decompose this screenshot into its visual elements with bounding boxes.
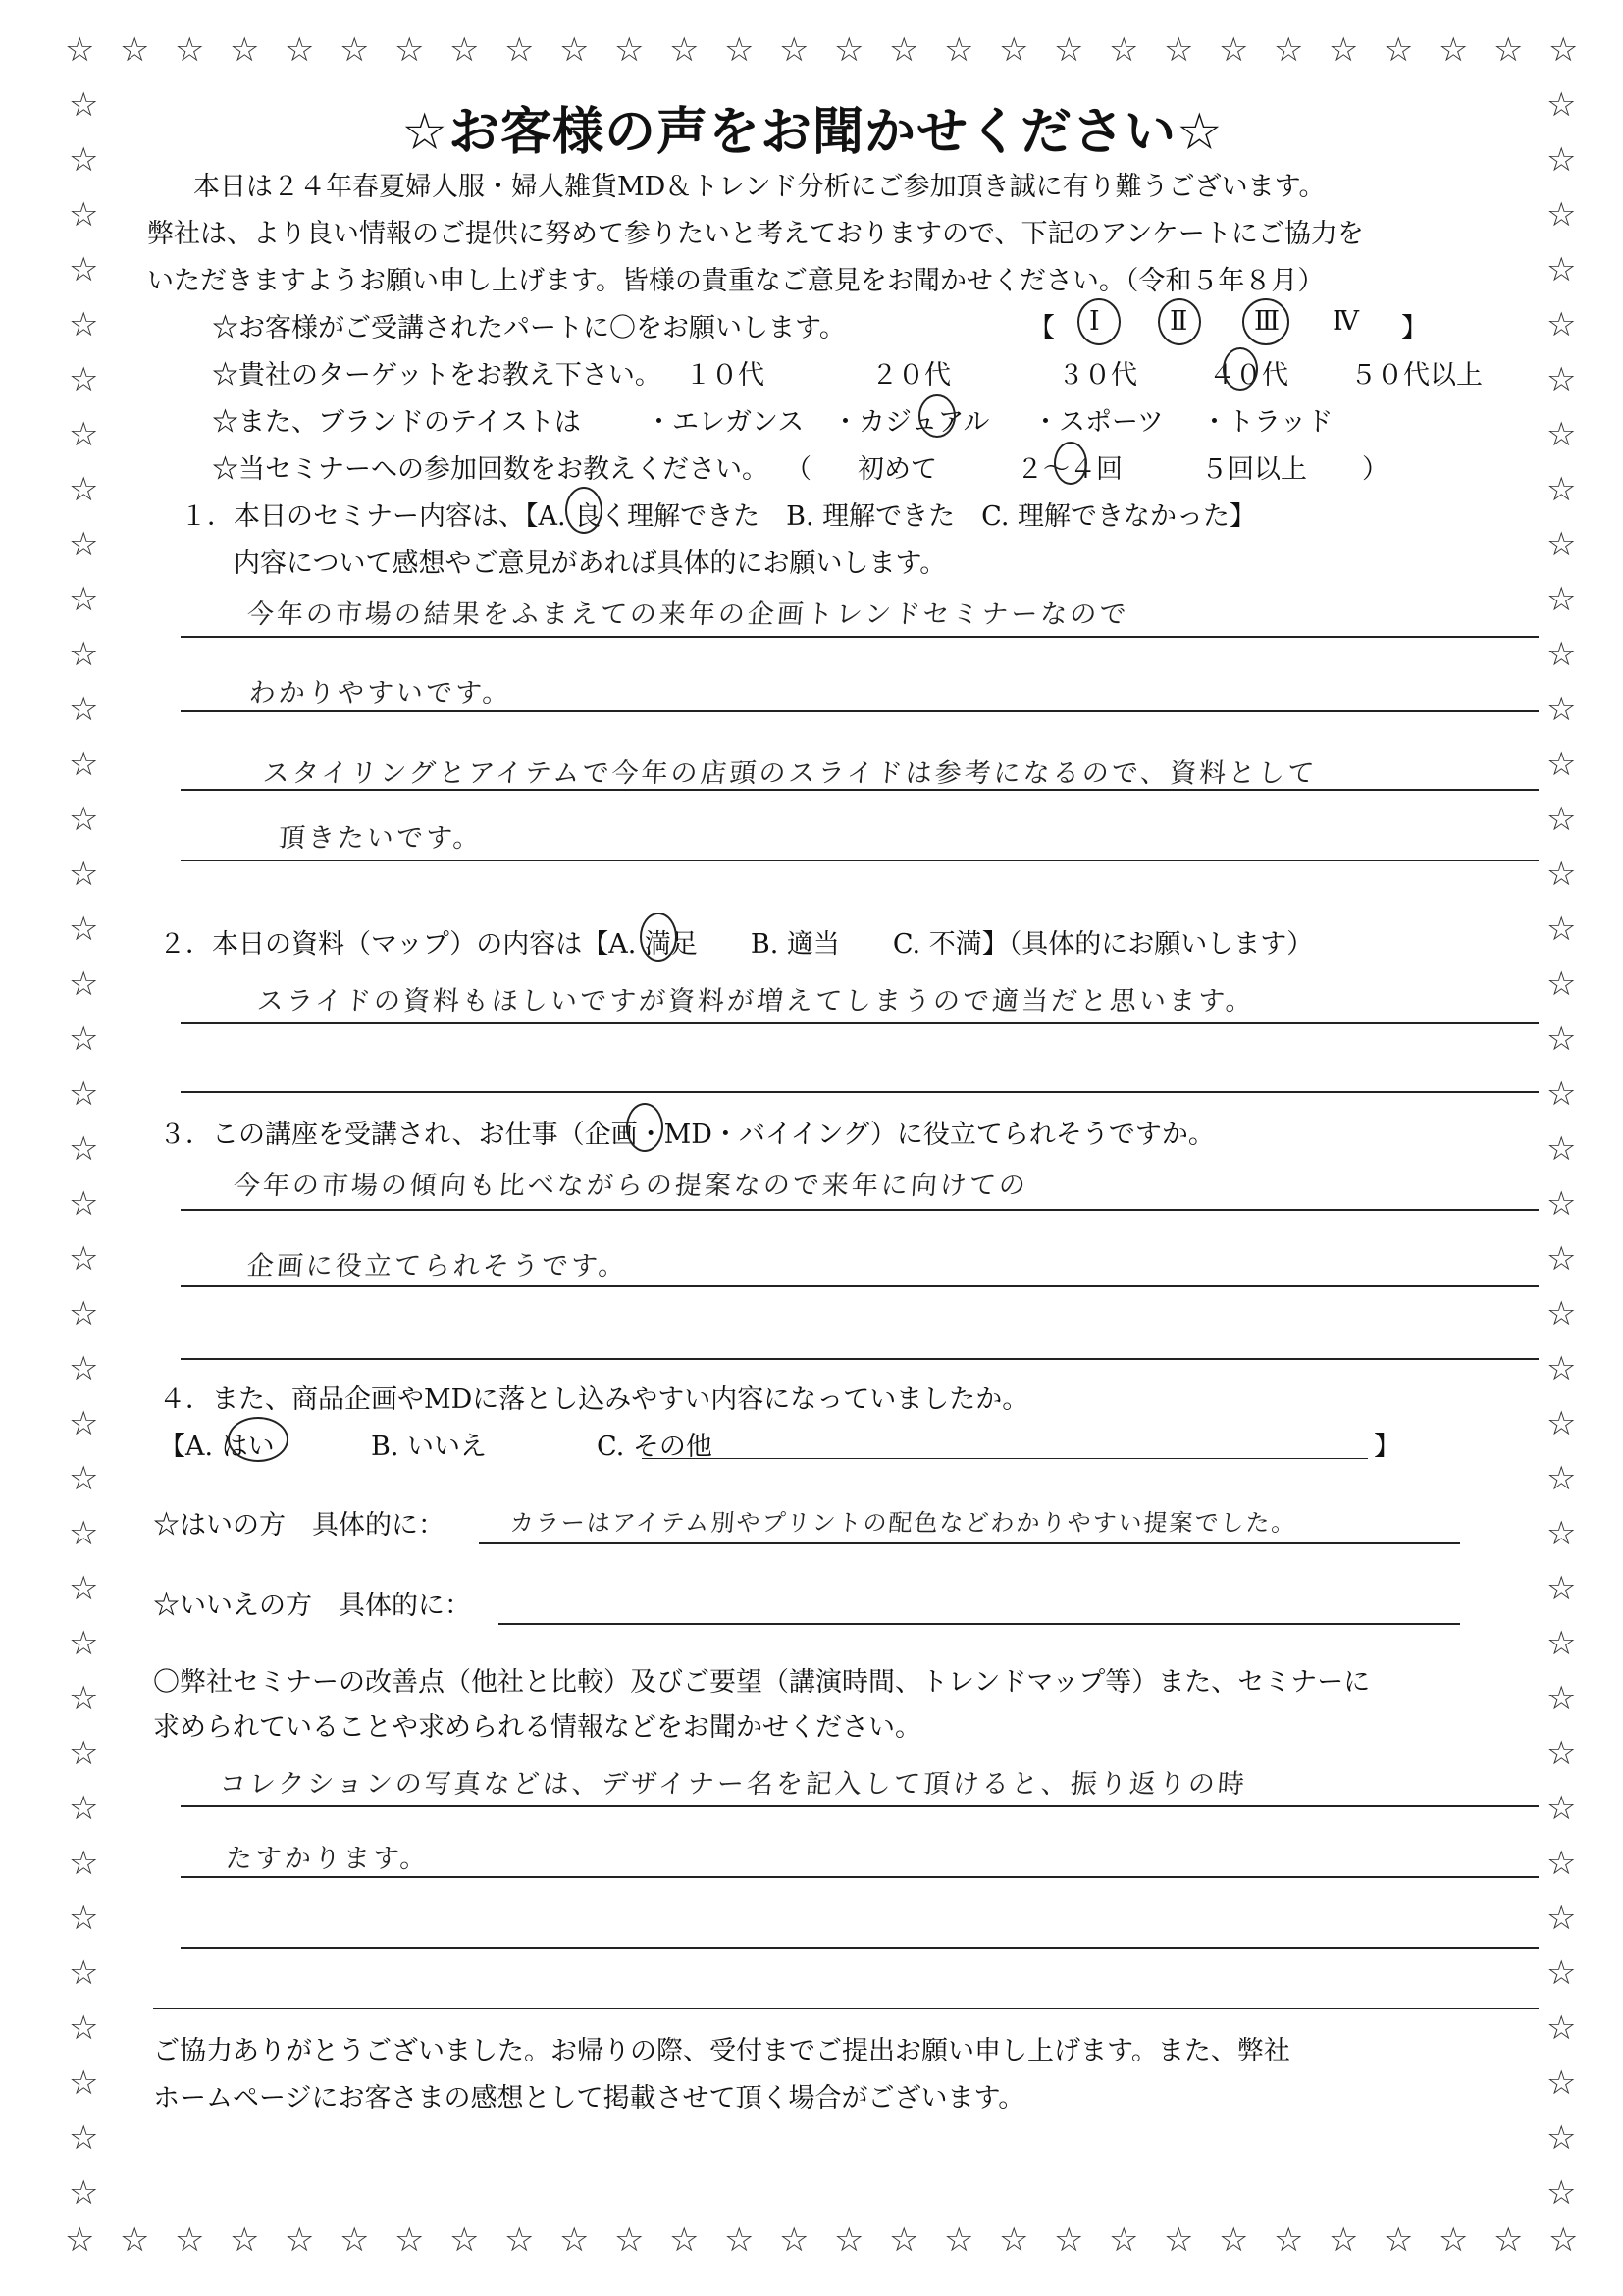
q5-answer-1: コレクションの写真などは、デザイナー名を記入して頂けると、振り返りの時 (218, 1769, 1248, 1800)
border-star-icon: ☆ (120, 2220, 150, 2260)
answer-line (181, 1209, 1539, 1211)
border-star-icon: ☆ (1546, 1624, 1577, 1663)
selection-circle (1223, 347, 1258, 391)
border-star-icon: ☆ (1274, 30, 1304, 70)
border-star-icon: ☆ (1546, 1239, 1577, 1278)
border-star-icon: ☆ (1384, 30, 1414, 70)
border-star-icon: ☆ (1546, 1294, 1577, 1333)
border-star-icon: ☆ (1546, 2173, 1577, 2213)
count-option-5plus[interactable]: ５回以上 (1201, 454, 1307, 485)
border-star-icon: ☆ (69, 1184, 99, 1224)
answer-line (479, 1542, 1460, 1544)
border-star-icon: ☆ (1546, 305, 1577, 344)
border-star-icon: ☆ (394, 2220, 425, 2260)
part-bracket-close: 】 (1401, 313, 1428, 343)
border-star-icon: ☆ (834, 30, 864, 70)
border-star-icon: ☆ (1546, 140, 1577, 180)
selection-circle (626, 1103, 663, 1152)
border-star-icon: ☆ (1546, 1679, 1577, 1718)
border-star-icon: ☆ (1546, 1459, 1577, 1498)
border-star-icon: ☆ (1219, 2220, 1249, 2260)
border-star-icon: ☆ (1546, 1844, 1577, 1883)
border-star-icon: ☆ (1493, 30, 1524, 70)
border-star-icon: ☆ (1546, 1074, 1577, 1114)
border-star-icon: ☆ (1274, 2220, 1304, 2260)
border-star-icon: ☆ (1546, 85, 1577, 125)
answer-line (181, 1022, 1539, 1024)
q4-yes-answer: カラーはアイテム別やプリントの配色などわかりやすい提案でした。 (508, 1509, 1298, 1537)
border-star-icon: ☆ (1109, 30, 1139, 70)
taste-option-trad[interactable]: ・トラッド (1201, 407, 1334, 438)
target-option-50s[interactable]: ５０代以上 (1350, 360, 1483, 391)
part-option-3[interactable]: Ⅲ (1254, 306, 1281, 337)
border-star-icon: ☆ (69, 855, 99, 894)
border-star-icon: ☆ (69, 360, 99, 399)
border-star-icon: ☆ (69, 470, 99, 509)
border-star-icon: ☆ (1546, 1514, 1577, 1553)
border-star-icon: ☆ (69, 1844, 99, 1883)
selection-circle (918, 394, 956, 438)
footer-line-2: ホームページにお客さまの感想として掲載させて頂く場合がございます。 (153, 2083, 1025, 2113)
part-bracket-open: 【 (1028, 313, 1055, 343)
taste-option-casual[interactable]: ・カジュアル (832, 407, 990, 438)
q1-answer-4: 頂きたいです。 (277, 823, 484, 854)
border-star-icon: ☆ (65, 30, 95, 70)
border-star-icon: ☆ (69, 1404, 99, 1443)
selection-circle (228, 1417, 288, 1462)
border-star-icon: ☆ (1546, 1184, 1577, 1224)
border-star-icon: ☆ (1546, 1789, 1577, 1828)
border-star-icon: ☆ (69, 2118, 99, 2158)
border-star-icon: ☆ (65, 2220, 95, 2260)
selection-circle (1054, 442, 1087, 485)
border-star-icon: ☆ (1493, 2220, 1524, 2260)
count-label: ☆当セミナーへの参加回数をお教えください。 (212, 454, 768, 485)
q5-answer-2: たすかります。 (224, 1844, 431, 1874)
answer-line (181, 1805, 1539, 1807)
border-star-icon: ☆ (1546, 1019, 1577, 1059)
border-star-icon: ☆ (1548, 30, 1579, 70)
border-star-icon: ☆ (944, 2220, 974, 2260)
border-star-icon: ☆ (614, 30, 645, 70)
answer-line (498, 1623, 1460, 1625)
border-star-icon: ☆ (1546, 525, 1577, 564)
intro-line-2: 弊社は、より良い情報のご提供に努めて参りたいと考えておりますので、下記のアンケートにご協力を (147, 219, 1364, 249)
part-option-2[interactable]: Ⅱ (1170, 306, 1188, 337)
border-star-icon: ☆ (1546, 1734, 1577, 1773)
border-star-icon: ☆ (559, 2220, 590, 2260)
other-line (642, 1458, 1368, 1459)
border-star-icon: ☆ (1219, 30, 1249, 70)
border-star-icon: ☆ (69, 85, 99, 125)
border-star-icon: ☆ (69, 415, 99, 454)
border-star-icon: ☆ (1439, 30, 1469, 70)
border-star-icon: ☆ (1546, 415, 1577, 454)
border-star-icon: ☆ (1546, 910, 1577, 949)
border-star-icon: ☆ (69, 1459, 99, 1498)
target-label: ☆貴社のターゲットをお教え下さい。 (212, 360, 661, 391)
border-star-icon: ☆ (1546, 1349, 1577, 1388)
q4-option-yes[interactable]: 【A. はい (159, 1432, 275, 1462)
border-star-icon: ☆ (69, 1019, 99, 1059)
border-star-icon: ☆ (69, 580, 99, 619)
intro-line-3: いただきますようお願い申し上げます。皆様の貴重なご意見をお聞かせください。（令和５年８月） (147, 266, 1325, 296)
border-star-icon: ☆ (69, 910, 99, 949)
border-star-icon: ☆ (1546, 1129, 1577, 1169)
border-star-icon: ☆ (69, 1954, 99, 1993)
border-star-icon: ☆ (1439, 2220, 1469, 2260)
part-option-1[interactable]: Ⅰ (1089, 306, 1100, 337)
q1-answer-3: スタイリングとアイテムで今年の店頭のスライドは参考になるので、資料として (261, 758, 1319, 789)
border-star-icon: ☆ (120, 30, 150, 70)
border-star-icon: ☆ (1546, 2063, 1577, 2103)
count-paren-close: ） (1362, 454, 1388, 485)
border-star-icon: ☆ (889, 2220, 919, 2260)
q2-answer-1: スライドの資料もほしいですが資料が増えてしまうので適当だと思います。 (255, 986, 1256, 1017)
border-star-icon: ☆ (779, 2220, 810, 2260)
border-star-icon: ☆ (1546, 470, 1577, 509)
border-star-icon: ☆ (669, 2220, 700, 2260)
border-star-icon: ☆ (394, 30, 425, 70)
answer-line (181, 636, 1539, 638)
border-star-icon: ☆ (175, 30, 205, 70)
border-star-icon: ☆ (69, 250, 99, 289)
border-star-icon: ☆ (1546, 195, 1577, 235)
border-star-icon: ☆ (1546, 1404, 1577, 1443)
count-paren-open: （ (785, 454, 812, 485)
border-star-icon: ☆ (69, 195, 99, 235)
border-star-icon: ☆ (69, 140, 99, 180)
border-star-icon: ☆ (69, 965, 99, 1004)
border-star-icon: ☆ (889, 30, 919, 70)
border-star-icon: ☆ (1548, 2220, 1579, 2260)
border-star-icon: ☆ (69, 800, 99, 839)
q1-sub: 内容について感想やご意見があれば具体的にお願いします。 (234, 548, 947, 579)
q4-yes-label: ☆はいの方 具体的に： (153, 1510, 445, 1540)
border-star-icon: ☆ (1329, 30, 1359, 70)
border-star-icon: ☆ (1546, 745, 1577, 784)
selection-circle (1158, 298, 1201, 345)
part-label: ☆お客様がご受講されたパートに〇をお願いします。 (212, 313, 846, 343)
q3-answer-2: 企画に役立てられそうです。 (245, 1251, 629, 1281)
border-star-icon: ☆ (69, 525, 99, 564)
q4-no-label: ☆いいえの方 具体的に： (153, 1591, 471, 1621)
border-star-icon: ☆ (69, 1734, 99, 1773)
border-star-icon: ☆ (69, 1294, 99, 1333)
border-star-icon: ☆ (504, 30, 535, 70)
border-star-icon: ☆ (69, 1349, 99, 1388)
q1-answer-1: 今年の市場の結果をふまえての来年の企画トレンドセミナーなので (245, 600, 1130, 630)
border-star-icon: ☆ (340, 2220, 370, 2260)
page-title: ☆お客様の声をお聞かせください☆ (401, 103, 1224, 162)
q4-option-other[interactable]: C. その他 (597, 1432, 712, 1462)
border-star-icon: ☆ (1546, 1954, 1577, 1993)
border-star-icon: ☆ (669, 30, 700, 70)
intro-line-1: 本日は２４年春夏婦人服・婦人雑貨MD＆トレンド分析にご参加頂き誠に有り難うございます。 (167, 172, 1326, 202)
q3-question: ３．この講座を受講され、お仕事（企画・MD・バイイング）に役立てられそうですか。 (159, 1120, 1215, 1150)
q5-question-1: 〇弊社セミナーの改善点（他社と比較）及びご要望（講演時間、トレンドマップ等）また、セミナーに (153, 1667, 1371, 1697)
selection-circle (640, 913, 677, 962)
answer-line (181, 1876, 1539, 1878)
border-star-icon: ☆ (1546, 2009, 1577, 2048)
border-star-icon: ☆ (285, 2220, 315, 2260)
border-star-icon: ☆ (69, 1129, 99, 1169)
border-star-icon: ☆ (285, 30, 315, 70)
border-star-icon: ☆ (999, 30, 1029, 70)
border-star-icon: ☆ (1054, 2220, 1084, 2260)
count-option-2-4[interactable]: ２～４回 (1017, 454, 1123, 485)
q1-question: １．本日のセミナー内容は、【A. 良く理解できた B. 理解できた C. 理解できなかった】 (181, 501, 1257, 532)
target-option-40s[interactable]: ４０代 (1209, 360, 1288, 391)
border-star-icon: ☆ (944, 30, 974, 70)
border-star-icon: ☆ (230, 30, 260, 70)
border-star-icon: ☆ (1546, 690, 1577, 729)
border-star-icon: ☆ (999, 2220, 1029, 2260)
border-star-icon: ☆ (230, 2220, 260, 2260)
border-star-icon: ☆ (1546, 250, 1577, 289)
target-option-30s[interactable]: ３０代 (1058, 360, 1137, 391)
border-star-icon: ☆ (69, 1624, 99, 1663)
border-star-icon: ☆ (1546, 360, 1577, 399)
border-star-icon: ☆ (69, 2009, 99, 2048)
q2-question: ２．本日の資料（マップ）の内容は【A. 満足 B. 適当 C. 不満】（具体的にお願いします） (159, 929, 1314, 960)
q4-bracket-close: 】 (1374, 1432, 1400, 1462)
border-star-icon: ☆ (1546, 1569, 1577, 1608)
border-star-icon: ☆ (614, 2220, 645, 2260)
border-star-icon: ☆ (69, 1789, 99, 1828)
border-star-icon: ☆ (1546, 800, 1577, 839)
border-star-icon: ☆ (724, 2220, 755, 2260)
border-star-icon: ☆ (69, 1899, 99, 1938)
border-star-icon: ☆ (69, 745, 99, 784)
answer-line (181, 1358, 1539, 1360)
border-star-icon: ☆ (449, 30, 480, 70)
border-star-icon: ☆ (504, 2220, 535, 2260)
border-star-icon: ☆ (1054, 30, 1084, 70)
border-star-icon: ☆ (1546, 580, 1577, 619)
border-star-icon: ☆ (69, 1514, 99, 1553)
border-star-icon: ☆ (69, 1074, 99, 1114)
border-star-icon: ☆ (1546, 635, 1577, 674)
border-star-icon: ☆ (1384, 2220, 1414, 2260)
target-option-10s[interactable]: １０代 (685, 360, 764, 391)
selection-circle (1242, 298, 1289, 345)
border-star-icon: ☆ (1329, 2220, 1359, 2260)
border-star-icon: ☆ (1546, 855, 1577, 894)
border-star-icon: ☆ (1546, 1899, 1577, 1938)
taste-option-sports[interactable]: ・スポーツ (1032, 407, 1164, 438)
border-star-icon: ☆ (69, 1569, 99, 1608)
taste-option-elegance[interactable]: ・エレガンス (646, 407, 805, 438)
border-star-icon: ☆ (69, 690, 99, 729)
q3-answer-1: 今年の市場の傾向も比べながらの提案なので来年に向けての (232, 1171, 1029, 1201)
border-star-icon: ☆ (69, 635, 99, 674)
answer-line (181, 710, 1539, 712)
selection-circle (565, 487, 602, 534)
taste-label: ☆また、ブランドのテイストは (212, 407, 581, 438)
border-star-icon: ☆ (175, 2220, 205, 2260)
border-star-icon: ☆ (69, 305, 99, 344)
target-option-20s[interactable]: ２０代 (871, 360, 951, 391)
border-star-icon: ☆ (69, 1239, 99, 1278)
q4-option-no[interactable]: B. いいえ (371, 1432, 488, 1462)
selection-circle (1077, 298, 1121, 345)
border-star-icon: ☆ (724, 30, 755, 70)
answer-line (181, 789, 1539, 791)
q1-answer-2: わかりやすいです。 (247, 678, 513, 708)
border-star-icon: ☆ (834, 2220, 864, 2260)
count-option-first[interactable]: 初めて (858, 454, 937, 485)
border-star-icon: ☆ (69, 1679, 99, 1718)
footer-divider (153, 2008, 1539, 2009)
border-star-icon: ☆ (1164, 2220, 1194, 2260)
footer-line-1: ご協力ありがとうございました。お帰りの際、受付までご提出お願い申し上げます。また、弊社 (153, 2036, 1290, 2066)
border-star-icon: ☆ (779, 30, 810, 70)
answer-line (181, 1947, 1539, 1949)
answer-line (181, 1091, 1539, 1093)
border-star-icon: ☆ (1164, 30, 1194, 70)
border-star-icon: ☆ (559, 30, 590, 70)
survey-form (77, 77, 1548, 2219)
answer-line (181, 860, 1539, 861)
answer-line (181, 1285, 1539, 1287)
q4-question: ４．また、商品企画やMDに落とし込みやすい内容になっていましたか。 (159, 1384, 1029, 1415)
border-star-icon: ☆ (69, 2173, 99, 2213)
border-star-icon: ☆ (1546, 2118, 1577, 2158)
border-star-icon: ☆ (340, 30, 370, 70)
border-star-icon: ☆ (1109, 2220, 1139, 2260)
border-star-icon: ☆ (1546, 965, 1577, 1004)
border-star-icon: ☆ (449, 2220, 480, 2260)
border-star-icon: ☆ (69, 2063, 99, 2103)
q5-question-2: 求められていることや求められる情報などをお聞かせください。 (153, 1712, 921, 1743)
part-option-4[interactable]: Ⅳ (1333, 306, 1359, 337)
